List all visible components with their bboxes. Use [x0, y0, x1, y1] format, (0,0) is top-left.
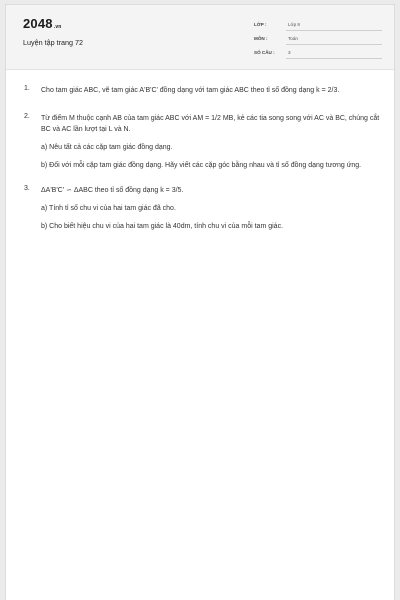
question-list — [24, 85, 382, 246]
meta-value-class: Lớp 8 — [288, 22, 300, 27]
logo-suffix: .vn — [53, 24, 62, 30]
meta-row-class — [254, 19, 382, 33]
site-logo[interactable] — [23, 16, 62, 31]
meta-underline — [286, 58, 382, 59]
meta-underline — [286, 30, 382, 31]
question-number: 1. — [24, 85, 30, 92]
question-part-a: a) Tính tỉ số chu vi của hai tam giác đã cho. — [41, 205, 176, 212]
question-item-1 — [24, 85, 382, 96]
meta-value-subject: Toán — [288, 36, 298, 41]
meta-label-class: LỚP : — [254, 22, 267, 27]
question-number: 3. — [24, 185, 30, 192]
meta-label-subject: MÔN : — [254, 36, 268, 41]
worksheet-header — [6, 5, 394, 70]
worksheet-meta — [254, 19, 382, 61]
meta-row-subject — [254, 33, 382, 47]
meta-label-question-count: SỐ CÂU : — [254, 50, 275, 55]
question-item-2 — [24, 113, 382, 171]
logo-text: 2048 — [23, 16, 53, 31]
question-item-3 — [24, 185, 382, 232]
question-number: 2. — [24, 113, 30, 120]
worksheet-page — [5, 4, 395, 600]
meta-row-question-count — [254, 47, 382, 61]
question-part-b: b) Đối với mỗi cặp tam giác đồng dạng. Hãy viết các cặp góc bằng nhau và tỉ số đồng dạng tương ứng. — [41, 162, 362, 169]
meta-underline — [286, 44, 382, 45]
question-text: Từ điểm M thuộc cạnh AB của tam giác ABC với AM = 1/2 MB, kẻ các tia song song với AC và BC, chúng cắt BC và AC lần lượt tại L và N. — [41, 115, 380, 133]
meta-value-question-count: 3 — [288, 50, 291, 55]
question-text: Cho tam giác ABC, vẽ tam giác A'B'C' đồng dạng với tam giác ABC theo tỉ số đồng dạng k = 2/3. — [41, 87, 340, 94]
document-title: Luyện tập trang 72 — [23, 38, 83, 47]
question-part-b: b) Cho biết hiệu chu vi của hai tam giác là 40dm, tính chu vi của mỗi tam giác. — [41, 223, 284, 230]
question-text: ΔA'B'C' ∽ ΔABC theo tỉ số đồng dạng k = 3/5. — [41, 187, 184, 194]
question-part-a: a) Nêu tất cả các cặp tam giác đồng dạng. — [41, 144, 173, 151]
